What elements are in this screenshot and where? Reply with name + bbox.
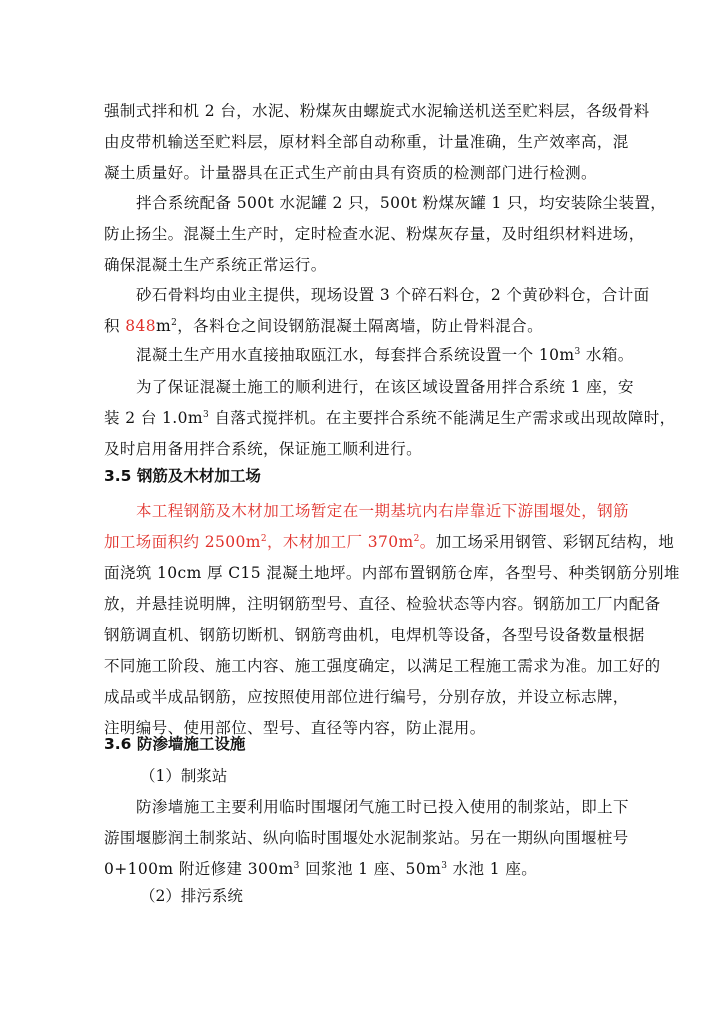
- text-fragment: 0+100m 附近修建 300m: [104, 860, 294, 878]
- superscript: 2: [260, 534, 268, 544]
- text-line: 钢筋调直机、钢筋切断机、钢筋弯曲机，电焊机等设备，各型号设备数量根据: [104, 626, 645, 644]
- subheading-slurry-station: （1）制浆站: [140, 767, 228, 785]
- paragraph-slurry: [104, 792, 628, 885]
- highlight-number: 848: [125, 317, 157, 335]
- subheading-drainage-system: （2）排污系统: [140, 887, 243, 905]
- highlight-text: ，木材加工厂 370m: [267, 533, 414, 551]
- text-line: [104, 340, 634, 371]
- text-fragment: 水池 1 座。: [447, 860, 538, 878]
- text-line: 及时启用备用拌合系统，保证施工顺利进行。: [104, 440, 423, 458]
- text-line: [104, 527, 675, 558]
- paragraph-water: [104, 340, 634, 371]
- text-fragment: 装 2 台 1.0m: [104, 409, 203, 427]
- text-line: 放，并悬挂说明牌，注明钢筋型号、直径、检验状态等内容。钢筋加工厂内配备: [104, 595, 661, 613]
- text-line: 面浇筑 10cm 厚 C15 混凝土地坪。内部布置钢筋仓库，各型号、种类钢筋分别堆: [104, 564, 680, 582]
- text-line: 防止扬尘。混凝土生产时，定时检查水泥、粉煤灰存量，及时组织材料进场，: [104, 225, 645, 243]
- text-line: 由皮带机输送至贮料层，原材料全部自动称重，计量准确，生产效率高，混: [104, 133, 629, 151]
- text-line: 不同施工阶段、施工内容、施工强度确定，以满足工程施工需求为准。加工好的: [104, 657, 661, 675]
- text-fragment: 混凝土生产用水直接抽取瓯江水，每套拌合系统设置一个 10m: [136, 346, 575, 364]
- paragraph-backup: [104, 372, 676, 465]
- superscript: 3: [203, 410, 210, 420]
- text-line: 砂石骨料均由业主提供，现场设置 3 个碎石料仓，2 个黄砂料仓，合计面: [136, 286, 650, 304]
- section-heading-3-5: 3.5 钢筋及木材加工场: [104, 467, 261, 485]
- paragraph-processing-yard: [104, 496, 680, 744]
- text-line: 防渗墙施工主要利用临时围堰闭气施工时已投入使用的制浆站，即上下: [136, 798, 629, 816]
- text-fragment: ，各料仓之间设钢筋混凝土隔离墙，防止骨料混合。: [177, 317, 543, 335]
- text-line: [104, 403, 676, 434]
- text-line: [104, 311, 628, 342]
- superscript: 2: [171, 318, 178, 328]
- highlight-text: 加工场面积约 2500m: [104, 533, 261, 551]
- superscript: 3: [441, 861, 448, 871]
- paragraph-aggregate: [104, 280, 650, 342]
- text-line: 为了保证混凝土施工的顺利进行，在该区域设置备用拌合系统 1 座，安: [136, 378, 634, 396]
- highlight-text: 。: [419, 533, 436, 551]
- paragraph-silos: [104, 188, 667, 281]
- text-line: 拌合系统配备 500t 水泥罐 2 只，500t 粉煤灰罐 1 只，均安装除尘装置，: [136, 194, 667, 212]
- superscript: 3: [574, 347, 581, 357]
- text-fragment: 积: [104, 317, 126, 335]
- text-line: 注明编号、使用部位、型号、直径等内容，防止混用。: [104, 719, 486, 737]
- section-heading-3-6: 3.6 防渗墙施工设施: [104, 735, 246, 753]
- text-line: 强制式拌和机 2 台，水泥、粉煤灰由螺旋式水泥输送机送至贮料层，各级骨料: [104, 102, 650, 120]
- text-line: 确保混凝土生产系统正常运行。: [104, 256, 327, 274]
- text-line: 游围堰膨润土制浆站、纵向临时围堰处水泥制浆站。另在一期纵向围堰桩号: [104, 829, 629, 847]
- text-line: 凝土质量好。计量器具在正式生产前由具有资质的检测部门进行检测。: [104, 164, 597, 182]
- text-fragment: 回浆池 1 座、50m: [299, 860, 442, 878]
- text-line: 本工程钢筋及木材加工场暂定在一期基坑内右岸靠近下游围堰处，钢筋: [136, 502, 629, 520]
- text-fragment: 加工场采用钢管、彩钢瓦结构，地: [435, 533, 675, 551]
- superscript: 3: [293, 861, 300, 871]
- text-line: 成品或半成品钢筋，应按照使用部位进行编号，分别存放，并设立标志牌，: [104, 688, 629, 706]
- text-fragment: 水箱。: [580, 346, 634, 364]
- paragraph-mixer: [104, 96, 650, 189]
- superscript: 2: [413, 534, 420, 544]
- text-line: [104, 854, 628, 885]
- text-fragment: 自落式搅拌机。在主要拌合系统不能满足生产需求或出现故障时，: [209, 409, 676, 427]
- unit: m: [156, 317, 172, 335]
